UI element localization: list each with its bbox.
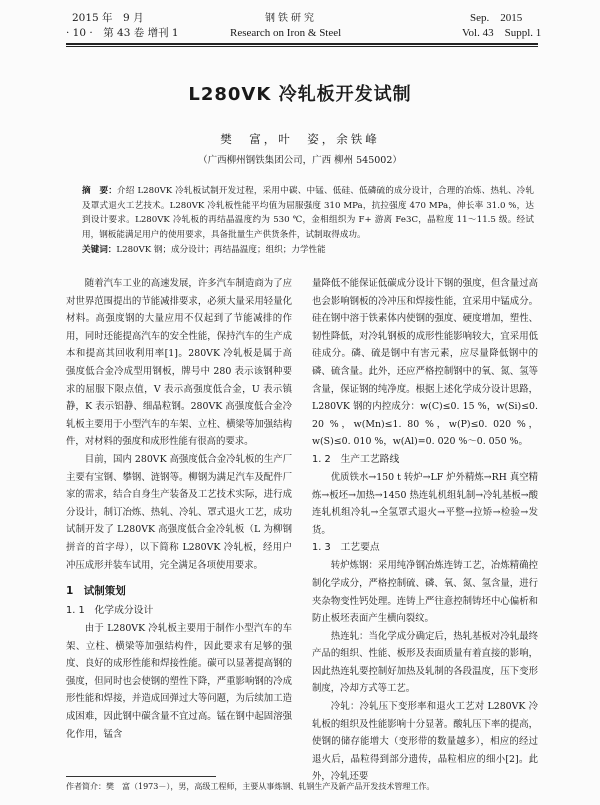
abstract-text: 介绍 L280VK 冷轧板试制开发过程，采用中碳、中锰、低硅、低磷硫的成分设计，合理的冶炼、热轧、冷轧及罩式退火工艺技术。L280VK 冷轧板性能平均值为屈服强度 310 MPa，抗拉强度 470 MPa，伸长率 31.0 %，达到设计要求。L280VK 冷轧板的再结晶温度约为 530 ℃，金相组织为 F+ 游离 Fe3C，晶粒度 11～11.5 级。经试用，钢板能满足用户的使用要求，具备批量生产供货条件，试制取得成功。 [82,186,534,240]
intro-paragraph-1: 随着汽车工业的高速发展，许多汽车制造商为了应对世界范围提出的节能减排要求，必须大量采用轻量化材料。高强度钢的大量应用不仅起到了节能减排的作用，同时还能提高汽车的安全性能，保持汽车的生产成本和提高其回收利用率[1]。280VK 冷轧板是属于高强度低合金冷成型用钢板，牌号中 280 表示该钢种要求的屈服下限点值，V 表示高强度低合金，U 表示镇静，K 表示铝静、细晶粒钢。280VK 高强度低合金冷轧板主要用于小型汽车的车架、立柱、横梁等加强结构件，对材料的强度和成形性能有很高的要求。 [66,278,292,448]
keywords [82,243,534,257]
paper-title: L280VK 冷轧板开发试制 [188,84,412,105]
paper-authors: 樊 富，叶 姿，余铁峰 [220,132,380,146]
header-rule-thick [66,43,538,45]
header-journal-cn: 钢铁研究 [265,13,317,24]
left-column [66,275,292,743]
intro-paragraph-2: 目前，国内 280VK 高强度低合金冷轧板的生产厂主要有宝钢、攀钢、涟钢等。柳钢为满足汽车及配件厂家的需求，结合自身生产装备及工艺技术实际，进行成分设计，制订冶炼、热轧、冷轧、罩式退火工艺，成功试制开发了 L280VK 高强度低合金冷轧板（L 为柳钢拼音的首字母），以下简称 L280VK 冷轧板，经用户冲压成形并装车试用，完全满足各项使用要求。 [66,453,292,571]
footnote-rule [66,776,216,777]
section-1-3-heading: 1. 3 工艺要点 [312,542,380,554]
author-footnote: 作者简介：樊 富（1973－），男，高级工程师，主要从事炼钢、轧钢生产及新产品开发技术管理工作。 [66,782,435,791]
section-1-3-paragraph-3: 冷轧：冷轧压下变形率和退火工艺对 L280VK 冷轧板的组织及性能影响十分显著。酸轧压下率的提高，使钢的储存能增大（变形带的数量越多），相应的经过退火后，晶粒得到部分遗传，晶粒相应的细小[2]。此外，冷轧还要 [312,701,538,783]
header-journal-en: Research on Iron & Steel [230,27,342,39]
abstract [82,184,534,242]
section-1-3-paragraph-2: 热连轧：当化学成分确定后，热轧基板对冷轧最终产品的组织、性能、板形及表面质量有着直接的影响，因此热连轧要控制好加热及轧制的各段温度，压下变形制度，冷却方式等工艺。 [312,630,538,695]
header-volume-en: Vol. 43 Suppl. 1 [462,27,542,39]
section-1-1-heading: 1. 1 化学成分设计 [66,605,154,617]
header-rule-thin [66,46,538,47]
paper-affiliation: （广西柳州钢铁集团公司，广西 柳州 545002） [198,155,402,166]
header-date-en: Sep. 2015 [470,12,523,24]
keywords-label: 关键词： [82,245,117,255]
header-page-issue: · 10 · 第 43 卷 增刊 1 [66,27,179,39]
section-1-1-continued: 量降低不能保证低碳成分设计下钢的强度，但含量过高也会影响钢板的冷冲压和焊接性能，宜采用中锰成分。硅在钢中溶于铁素体内使钢的强度、硬度增加，塑性、韧性降低，对冷轧钢板的成形性能影响较大，宜采用低硅成分。磷、硫是钢中有害元素，应尽量降低钢中的磷、硫含量。此外，还应严格控制钢中的氧、氮、氢等含量，保证钢的纯净度。根据上述化学成分设计思路，L280VK 钢的内控成分：w(C)≤0. 15 %，w(Si)≤0. 20 %，w(Mn)≤1. 80 %，w(P)≤0. 020 %，w(S)≤0. 010 %，w(Al)=0. 020 %～0. 050 %。 [312,278,538,448]
section-1-1-paragraph: 由于 L280VK 冷轧板主要用于制作小型汽车的车架、立柱、横梁等加强结构件，因此要求有足够的强度、良好的成形性能和焊接性能。碳可以显著提高钢的强度，但同时也会使钢的塑性下降，严重影响钢的冷成形性能和焊接，并造成回弹过大等问题，为后续加工造成困难，因此钢中碳含量不宜过高。锰在钢中起固溶强化作用，锰含 [66,623,292,740]
header-year-month: 2015 年 9 月 [72,12,144,24]
section-1-2-paragraph: 优质铁水→150 t 转炉→LF 炉外精炼→RH 真空精炼→板坯→加热→1450 热连轧机组轧制→冷轧基板→酸连轧机组冷轧→全氢罩式退火→平整→拉矫→检验→发货。 [312,471,538,536]
section-1-3-paragraph-1: 转炉炼钢：采用纯净钢冶炼连铸工艺，冶炼精确控制化学成分，严格控制硫、磷、氧、氮、氢含量，进行夹杂物变性钙处理。连铸上严往意控制铸坯中心偏析和防止板坯表面产生横向裂纹。 [312,560,538,625]
abstract-label: 摘 要： [82,186,118,196]
section-1-heading: 1 试制策划 [66,585,126,598]
section-1-2-heading: 1. 2 生产工艺路线 [312,453,400,465]
keywords-text: L280VK 钢；成分设计；再结晶温度；组织；力学性能 [116,245,326,255]
right-column [312,275,538,786]
